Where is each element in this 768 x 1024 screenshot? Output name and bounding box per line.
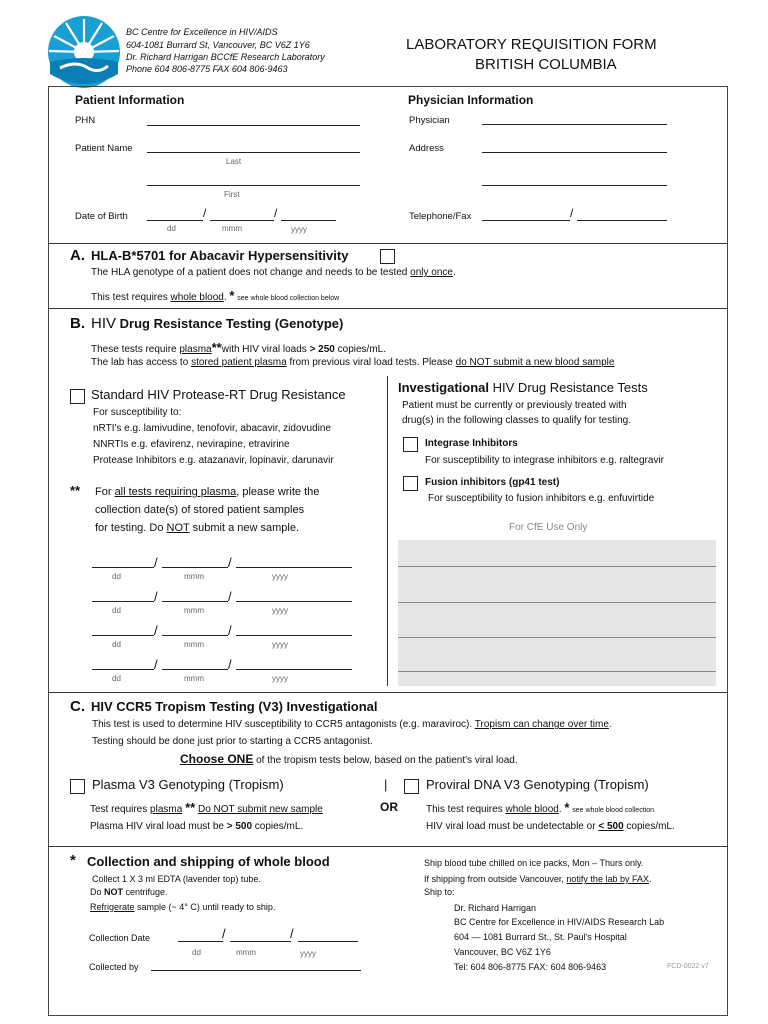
ship-line2: If shipping from outside Vancouver, notify the lab by FAX.	[424, 874, 652, 884]
last-name-hint: Last	[226, 157, 242, 166]
collection-month-field[interactable]	[230, 941, 291, 942]
fusion-inhibitors-checkbox[interactable]	[403, 476, 418, 491]
org-lab: Dr. Richard Harrigan BCCfE Research Laboratory	[126, 52, 325, 62]
plasma-v3-requirement: Test requires plasma ** Do NOT submit new sample	[90, 800, 323, 815]
fusion-desc: For susceptibility to fusion inhibitors e.g. enfuvirtide	[428, 493, 655, 504]
fax-field[interactable]	[577, 220, 667, 221]
section-a-line1: The HLA genotype of a patient does not change and needs to be tested only once.	[91, 267, 456, 278]
org-address: 604-1081 Burrard St, Vancouver, BC V6Z 1Y6	[126, 40, 310, 50]
dob-day-field[interactable]	[147, 220, 203, 221]
telephone-field[interactable]	[482, 220, 570, 221]
standard-protease-rt-checkbox[interactable]	[70, 389, 85, 404]
sample-date-row-3[interactable]: / / dd mmm yyyy	[92, 625, 362, 655]
or-divider-bar: |	[384, 777, 388, 792]
collected-by-label: Collected by	[89, 962, 139, 972]
plasma-v3-checkbox[interactable]	[70, 779, 85, 794]
section-b-line1: These tests require plasma**with HIV viral loads > 250 copies/mL.	[91, 340, 387, 355]
dob-yyyy-hint: yyyy	[291, 225, 307, 234]
proviral-dna-v3-title: Proviral DNA V3 Genotyping (Tropism)	[426, 777, 649, 792]
logo	[46, 14, 122, 90]
phn-label: PHN	[75, 115, 96, 126]
ship-addr5: Tel: 604 806-8775 FAX: 604 806-9463	[454, 962, 607, 972]
standard-test-title: Standard HIV Protease-RT Drug Resistance	[91, 387, 346, 402]
plasma-v3-viral-load: Plasma HIV viral load must be > 500 copies/mL.	[90, 821, 304, 832]
nnrti-list: NNRTIs e.g. efavirenz, nevirapine, etravirine	[93, 439, 290, 450]
logo-sun-hands-icon	[46, 14, 122, 90]
pi-list: Protease Inhibitors e.g. atazanavir, lopinavir, darunavir	[93, 455, 334, 466]
investigational-line2: drug(s) in the following classes to qualify for testing.	[402, 415, 631, 426]
plasma-v3-title: Plasma V3 Genotyping (Tropism)	[92, 777, 284, 792]
collection-line2: Do NOT centrifuge.	[90, 887, 168, 897]
section-a-line2: This test requires whole blood. * see whole blood collection below	[91, 288, 340, 303]
physician-label: Physician	[409, 115, 450, 126]
plasma-note-line3: for testing. Do NOT submit a new sample.	[95, 522, 300, 534]
last-name-field[interactable]	[147, 152, 360, 153]
proviral-dna-v3-checkbox[interactable]	[404, 779, 419, 794]
first-name-field[interactable]	[147, 185, 360, 186]
phn-field[interactable]	[147, 125, 360, 126]
address-field-2[interactable]	[482, 185, 667, 186]
section-c-line1: This test is used to determine HIV susceptibility to CCR5 antagonists (e.g. maraviroc). Tropism can change over time.	[92, 719, 612, 730]
collection-line1: Collect 1 X 3 ml EDTA (lavender top) tube.	[92, 874, 261, 884]
ship-addr4: Vancouver, BC V6Z 1Y6	[454, 947, 551, 957]
address-label: Address	[409, 143, 444, 154]
hla-b5701-checkbox[interactable]	[380, 249, 395, 264]
cfe-use-box	[398, 540, 716, 686]
sample-date-row-4[interactable]: / / dd mmm yyyy	[92, 659, 362, 689]
choose-one-line: Choose ONE of the tropism tests below, based on the patient's viral load.	[180, 752, 518, 766]
form-id: FCD-0022 v7	[667, 963, 709, 970]
dob-dd-hint: dd	[167, 224, 176, 233]
collection-dd-hint: dd	[192, 948, 201, 957]
susceptibility-label: For susceptibility to:	[93, 407, 182, 418]
collection-day-field[interactable]	[178, 941, 223, 942]
form-subtitle: BRITISH COLUMBIA	[475, 56, 617, 73]
org-phone: Phone 604 806-8775 FAX 604 806-9463	[126, 64, 288, 74]
cfe-use-label: For CfE Use Only	[509, 522, 588, 533]
fusion-title: Fusion inhibitors (gp41 test)	[425, 477, 560, 488]
section-b-line2: The lab has access to stored patient plasma from previous viral load tests. Please do NOT submit a new blood sample	[91, 357, 615, 368]
integrase-inhibitors-checkbox[interactable]	[403, 437, 418, 452]
nrti-list: nRTI's e.g. lamivudine, tenofovir, abacavir, zidovudine	[93, 423, 331, 434]
collection-title: Collection and shipping of whole blood	[87, 854, 330, 869]
plasma-note-stars: **	[70, 483, 81, 498]
dob-mmm-hint: mmm	[222, 224, 242, 233]
ship-addr3: 604 — 1081 Burrard St., St. Paul's Hospital	[454, 932, 627, 942]
dob-year-field[interactable]	[281, 220, 336, 221]
ship-to-label: Ship to:	[424, 887, 455, 897]
ship-addr1: Dr. Richard Harrigan	[454, 903, 537, 913]
collection-star: *	[70, 852, 76, 869]
sample-date-row-2[interactable]: / / dd mmm yyyy	[92, 591, 362, 621]
collected-by-field[interactable]	[151, 970, 361, 971]
collection-yyyy-hint: yyyy	[300, 949, 316, 958]
investigational-line1: Patient must be currently or previously treated with	[402, 400, 627, 411]
ship-line1: Ship blood tube chilled on ice packs, Mon – Thurs only.	[424, 858, 644, 868]
section-c-title: C. HIV CCR5 Tropism Testing (V3) Investigational	[70, 698, 378, 715]
first-name-hint: First	[224, 190, 240, 199]
section-b-title: B. HIV Drug Resistance Testing (Genotype)	[70, 315, 344, 332]
plasma-note-line2: collection date(s) of stored patient samples	[95, 504, 305, 516]
or-label: OR	[380, 800, 398, 814]
collection-date-label: Collection Date	[89, 933, 151, 943]
dob-label: Date of Birth	[75, 211, 128, 222]
integrase-desc: For susceptibility to integrase inhibitors e.g. raltegravir	[425, 455, 664, 466]
collection-line3: Refrigerate sample (~ 4° C) until ready to ship.	[90, 902, 276, 912]
sample-date-row-1[interactable]: / / dd mmm yyyy	[92, 557, 362, 587]
dob-month-field[interactable]	[210, 220, 274, 221]
address-field-1[interactable]	[482, 152, 667, 153]
physician-field[interactable]	[482, 124, 667, 125]
proviral-requirement: This test requires whole blood. * see whole blood collection	[426, 800, 654, 815]
investigational-title: Investigational HIV Drug Resistance Tests	[398, 380, 648, 395]
form-title: LABORATORY REQUISITION FORM	[406, 36, 657, 53]
collection-mmm-hint: mmm	[236, 948, 256, 957]
ship-addr2: BC Centre for Excellence in HIV/AIDS Research Lab	[454, 917, 665, 927]
patient-info-heading: Patient Information	[75, 93, 185, 107]
patient-name-label: Patient Name	[75, 143, 133, 154]
proviral-viral-load: HIV viral load must be undetectable or < 500 copies/mL.	[426, 821, 675, 832]
integrase-title: Integrase Inhibitors	[425, 438, 518, 449]
plasma-note-line1: For all tests requiring plasma, please write the	[95, 486, 320, 498]
org-name: BC Centre for Excellence in HIV/AIDS	[126, 27, 278, 37]
section-c-line2: Testing should be done just prior to starting a CCR5 antagonist.	[92, 736, 373, 747]
physician-info-heading: Physician Information	[408, 93, 534, 107]
collection-year-field[interactable]	[298, 941, 358, 942]
telephone-fax-label: Telephone/Fax	[409, 211, 472, 222]
section-a-title: A. HLA-B*5701 for Abacavir Hypersensitivity	[70, 247, 349, 264]
